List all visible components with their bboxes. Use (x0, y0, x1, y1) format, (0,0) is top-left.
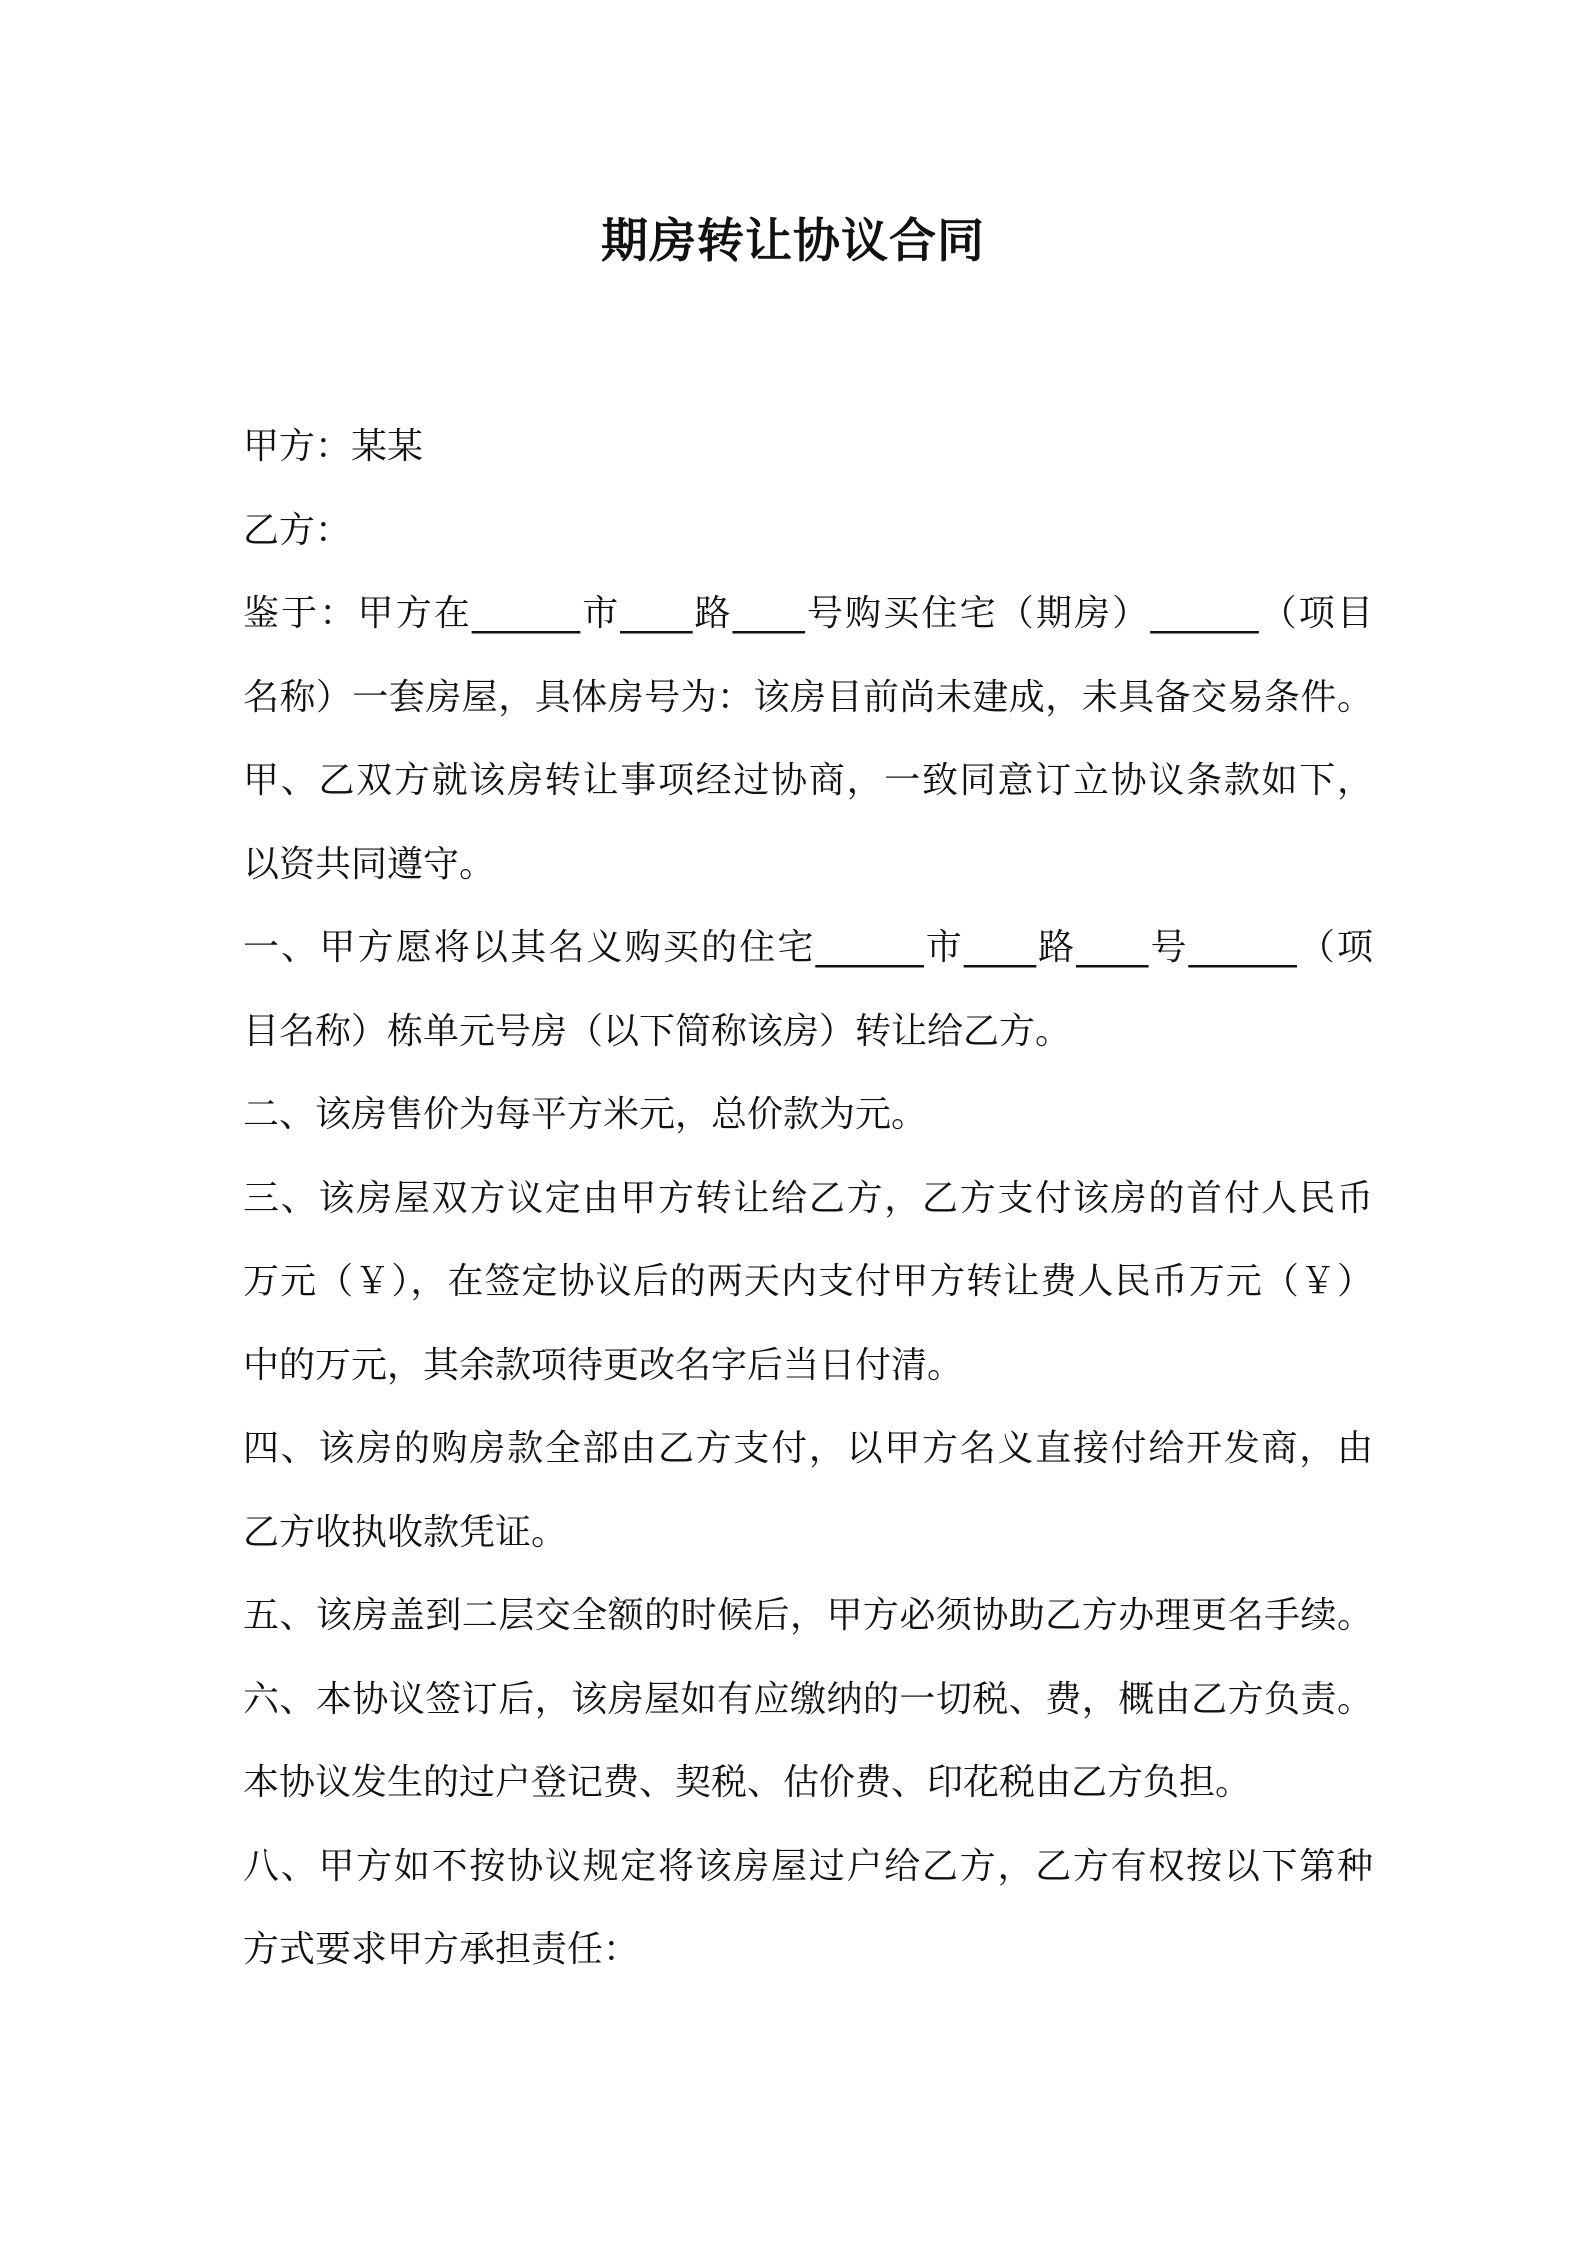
document-title: 期房转让协议合同 (601, 214, 985, 269)
clause-line: 二、该房售价为每平方米元，总价款为元。 (243, 1094, 928, 1135)
clause-line: 三、该房屋双方议定由甲方转让给乙方，乙方支付该房的首付人民币 (243, 1177, 1373, 1219)
document-body (243, 405, 1373, 1992)
paragraph-line: 甲、乙双方就该房转让事项经过协商，一致同意订立协议条款如下， (243, 760, 1373, 801)
clause-line: 万元（￥），在签定协议后的两天内支付甲方转让费人民币万元（￥） (243, 1261, 1373, 1302)
clause-line: 本协议发生的过户登记费、契税、估价费、印花税由乙方负担。 (243, 1762, 1252, 1803)
clause-line: 中的万元，其余款项待更改名字后当日付清。 (243, 1344, 964, 1386)
paragraph-line: 以资共同遵守。 (243, 843, 496, 885)
party-a-line: 甲方：某某 (243, 426, 424, 467)
clause-line: 五、该房盖到二层交全额的时候后，甲方必须协助乙方办理更名手续。 (243, 1595, 1373, 1636)
party-b-line: 乙方： (243, 509, 352, 551)
clause-line: 四、该房的购房款全部由乙方支付，以甲方名义直接付给开发商，由 (243, 1428, 1373, 1469)
clause-line: 方式要求甲方承担责任： (243, 1929, 640, 1970)
clause-line: 目名称）栋单元号房（以下简称该房）转让给乙方。 (243, 1010, 1072, 1052)
paragraph-line: 鉴于：甲方在______市____路____号购买住宅（期房）______（项目 (243, 593, 1373, 634)
clause-line: 六、本协议签订后，该房屋如有应缴纳的一切税、费，概由乙方负责。 (243, 1678, 1373, 1720)
clause-line: 一、甲方愿将以其名义购买的住宅______市____路____号______（项 (243, 927, 1373, 968)
clause-line: 乙方收执收款凭证。 (243, 1511, 568, 1553)
paragraph-line: 名称）一套房屋，具体房号为：该房目前尚未建成，未具备交易条件。 (243, 676, 1373, 718)
clause-line: 八、甲方如不按协议规定将该房屋过户给乙方，乙方有权按以下第种 (243, 1845, 1373, 1887)
